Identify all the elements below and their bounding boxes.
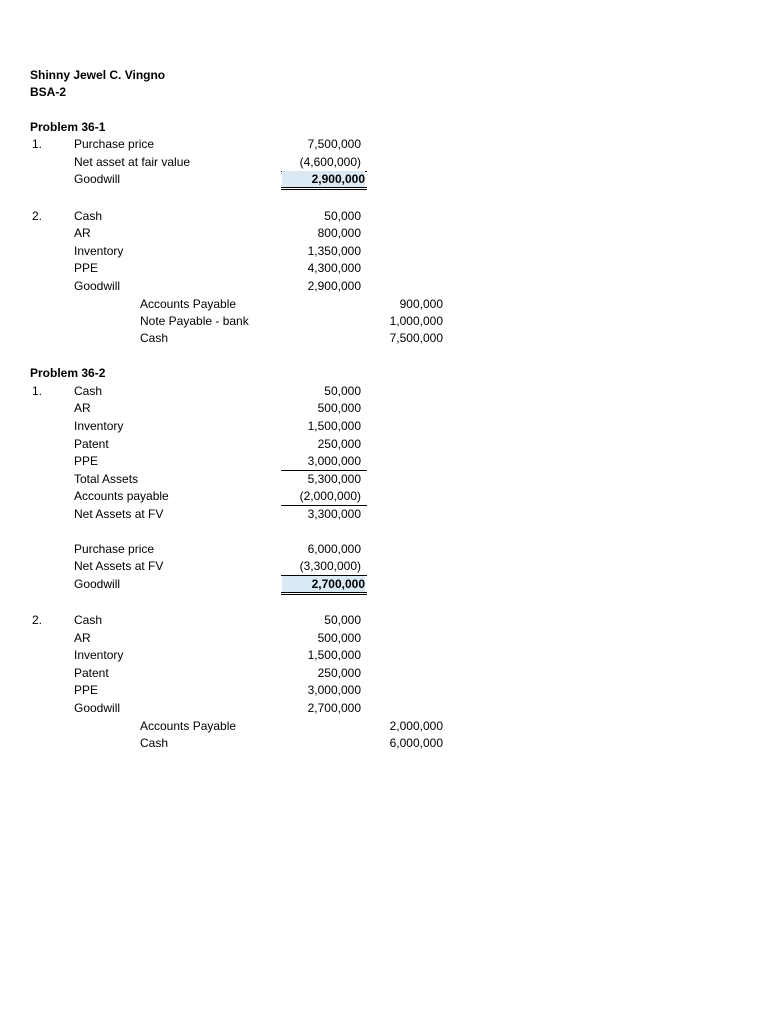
row-value: 2,700,000 [307,701,361,715]
student-section: BSA-2 [30,85,67,99]
row-value: 7,500,000 [389,331,443,345]
row-value: 3,000,000 [307,454,361,468]
item-number: 1. [32,384,43,398]
row-value: 50,000 [324,613,361,627]
row-value: 500,000 [317,631,361,645]
row-label: Goodwill [74,279,121,293]
row-label: AR [74,631,91,645]
row-label: Net Assets at FV [74,559,164,573]
row-value: 1,350,000 [307,244,361,258]
row-label: PPE [74,683,99,697]
item-number: 2. [32,209,43,223]
double-underline [281,594,367,595]
goodwill-total: 2,900,000 [282,171,365,187]
row-value: 7,500,000 [307,137,361,151]
row-label: Patent [74,437,109,451]
row-value: 1,500,000 [307,419,361,433]
row-value: 2,900,000 [307,279,361,293]
row-value: 50,000 [324,209,361,223]
row-value: 1,500,000 [307,648,361,662]
double-underline [281,189,367,190]
row-value: (4,600,000) [299,155,361,169]
row-value: 6,000,000 [307,542,361,556]
row-label: Goodwill [74,577,121,591]
row-value: (2,000,000) [299,489,361,503]
double-underline [281,187,367,188]
row-label: Accounts Payable [140,719,237,733]
row-label: PPE [74,261,99,275]
row-label: Net Assets at FV [74,507,164,521]
row-label: Purchase price [74,137,155,151]
student-name: Shinny Jewel C. Vingno [30,68,166,82]
row-value: 2,000,000 [389,719,443,733]
goodwill-total: 2,700,000 [282,576,365,592]
row-label: Inventory [74,244,124,258]
row-value: 5,300,000 [307,472,361,486]
row-value: 50,000 [324,384,361,398]
row-value: (3,300,000) [299,559,361,573]
row-label: Cash [74,384,103,398]
item-number: 2. [32,613,43,627]
row-label: Goodwill [74,172,121,186]
problem-36-2-title: Problem 36-2 [30,366,106,380]
row-value: 4,300,000 [307,261,361,275]
row-label: Patent [74,666,109,680]
double-underline [281,592,367,593]
row-value: 500,000 [317,401,361,415]
row-label: Cash [140,736,169,750]
row-label: Cash [74,209,103,223]
row-label: Total Assets [74,472,139,486]
row-label: Purchase price [74,542,155,556]
row-label: Goodwill [74,701,121,715]
row-label: PPE [74,454,99,468]
row-label: Net asset at fair value [74,155,191,169]
row-value: 250,000 [317,437,361,451]
problem-36-1-title: Problem 36-1 [30,120,106,134]
row-value: 3,300,000 [307,507,361,521]
row-value: 900,000 [399,297,443,311]
row-label: Accounts Payable [140,297,237,311]
row-label: Accounts payable [74,489,169,503]
item-number: 1. [32,137,43,151]
row-label: Note Payable - bank [140,314,249,328]
row-value: 3,000,000 [307,683,361,697]
row-label: AR [74,226,91,240]
row-value: 250,000 [317,666,361,680]
row-value: 6,000,000 [389,736,443,750]
row-label: AR [74,401,91,415]
row-label: Cash [74,613,103,627]
row-value: 800,000 [317,226,361,240]
row-value: 1,000,000 [389,314,443,328]
row-label: Inventory [74,648,124,662]
row-label: Inventory [74,419,124,433]
row-label: Cash [140,331,169,345]
